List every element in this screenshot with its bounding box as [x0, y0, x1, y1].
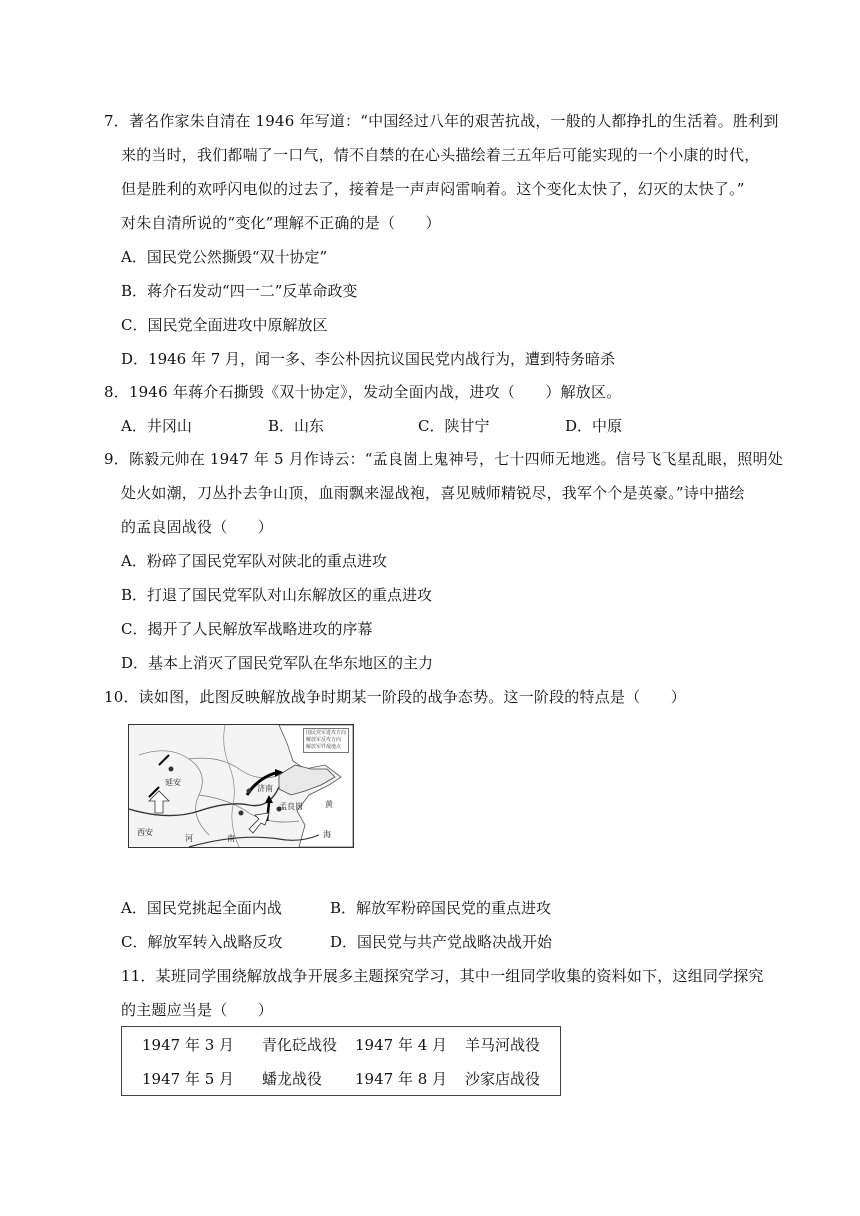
q7-option-d: D．1946 年 7 月，闻一多、李公朴因抗议国民党内战行为，遭到特务暗杀 [121, 350, 616, 368]
table-row [122, 1027, 561, 1062]
q10-option-d: D．国民党与共产党战略决战开始 [330, 933, 553, 951]
map-label-hai: 海 [323, 830, 331, 839]
q11-material-table [121, 1026, 561, 1096]
q8-option-c: C．陕甘宁 [418, 417, 490, 435]
table-cell: 沙家店战役 [465, 1069, 541, 1088]
q9-option-c: C．揭开了人民解放军战略进攻的序幕 [121, 620, 373, 638]
q10-stem: 10．读如图，此图反映解放战争时期某一阶段的战争态势。这一阶段的特点是（ ） [104, 688, 686, 706]
legend-item-battle-site: 解放军歼敌地点 [305, 744, 341, 750]
table-cell: 1947 年 5 月 [142, 1069, 235, 1088]
map-label-yanan: 延安 [165, 778, 181, 787]
map-label-huang: 黄 [325, 800, 333, 809]
q7-stem-line-4: 对朱自清所说的“变化”理解不正确的是（ ） [121, 214, 441, 232]
q9-stem-line-1: 9．陈毅元帅在 1947 年 5 月作诗云：“孟良崮上鬼神号，七十四师无地逃。信号飞飞星乱眼，照明处 [104, 450, 784, 468]
q7-stem-line-3: 但是胜利的欢呼闪电似的过去了，接着是一声声闷雷响着。这个变化太快了，幻灭的太快了。” [121, 180, 745, 198]
q8-option-b: B．山东 [268, 417, 325, 435]
map-label-nan: 南 [227, 834, 235, 843]
map-legend [303, 728, 349, 753]
q8-stem: 8．1946 年蒋介石撕毁《双十协定》，发动全面内战，进攻（ ）解放区。 [104, 383, 622, 401]
q9-option-d: D．基本上消灭了国民党军队在华东地区的主力 [121, 654, 434, 672]
q11-stem-line-2: 的主题应当是（ ） [121, 1001, 274, 1019]
table-cell: 1947 年 8 月 [355, 1069, 448, 1088]
table-cell: 蟠龙战役 [262, 1069, 323, 1088]
q7-stem-line-1: 7．著名作家朱自清在 1946 年写道：“中国经过八年的艰苦抗战，一般的人都挣扎的生活着。胜利到 [104, 112, 779, 130]
q9-stem-line-2: 处火如潮，刀丛扑去争山顶，血雨飘来湿战袍，喜见贼师精锐尽，我军个个是英豪。”诗中描绘 [121, 484, 745, 502]
q7-option-a: A．国民党公然撕毁“双十协定” [121, 248, 328, 266]
q9-option-a: A．粉碎了国民党军队对陕北的重点进攻 [121, 552, 387, 570]
table-cell: 羊马河战役 [465, 1035, 541, 1054]
war-situation-map [128, 724, 354, 848]
legend-item-pla-counter: 解放军反攻方向 [305, 737, 341, 743]
legend-item-kmt-attack: 国民党军进攻方向 [305, 730, 346, 736]
table-cell: 1947 年 3 月 [142, 1035, 235, 1054]
q10-option-a: A．国民党挑起全面内战 [121, 899, 282, 917]
table-cell: 青化砭战役 [262, 1035, 338, 1054]
map-label-jinan: 济南 [257, 784, 273, 793]
map-label-menglianggu: 孟良崮 [279, 802, 303, 811]
q10-option-b: B．解放军粉碎国民党的重点进攻 [330, 899, 552, 917]
q9-option-b: B．打退了国民党军队对山东解放区的重点进攻 [121, 586, 433, 604]
q9-stem-line-3: 的孟良固战役（ ） [121, 518, 274, 536]
table-row [122, 1061, 561, 1096]
map-label-xian: 西安 [137, 828, 153, 837]
q11-stem-line-1: 11．某班同学围绕解放战争开展多主题探究学习，其中一组同学收集的资料如下，这组同学探究 [121, 967, 764, 985]
q7-option-b: B．蒋介石发动“四一二”反革命政变 [121, 282, 358, 300]
q10-option-c: C．解放军转入战略反攻 [121, 933, 283, 951]
q8-option-a: A．井冈山 [121, 417, 192, 435]
table-cell: 1947 年 4 月 [355, 1035, 448, 1054]
q8-option-d: D．中原 [565, 417, 623, 435]
map-label-he: 河 [185, 834, 193, 843]
q7-option-c: C．国民党全面进攻中原解放区 [121, 316, 328, 334]
q7-stem-line-2: 来的当时，我们都喘了一口气，情不自禁的在心头描绘着三五年后可能实现的一个小康的时代， [121, 146, 760, 164]
